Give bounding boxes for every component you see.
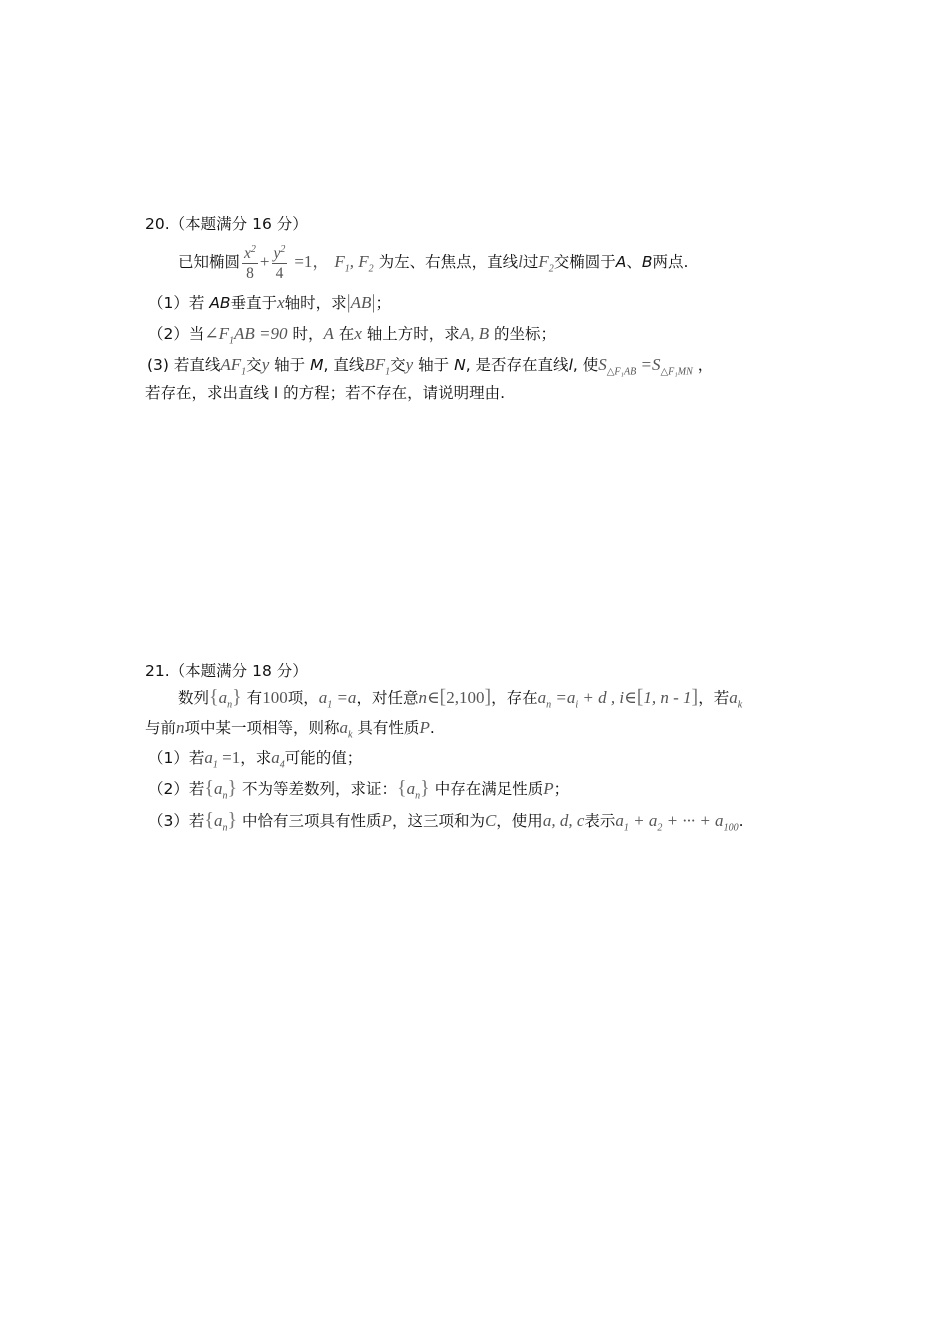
q21-header: 21.（本题满分 18 分） (145, 662, 308, 680)
point-a: A (615, 253, 627, 271)
focus-f2: $F_2$ (538, 252, 554, 275)
text: 已知椭圆 (178, 253, 241, 271)
q20-part3-continued: 若存在，求出直线 l 的方程；若不存在，请说明理由. (145, 384, 506, 402)
text: 两点. (652, 253, 689, 271)
foci: $F_1$, $F_2$ (334, 252, 374, 275)
fraction-x2-over-8: $\frac{x^2}{8}$ (242, 241, 258, 284)
text: 、 (626, 253, 642, 271)
line-l: l (518, 252, 523, 271)
q21-intro: 数列$\{a_n\}$ 有100项，$a_1 =a$，对任意n∈[2,100]，存在$a_n =a_i + d$ , i∈[1, n - 1]，若$a_k$ (178, 686, 743, 711)
q21-part2: （2）若$\{a_n\}$ 不为等差数列，求证：$\{a_n\}$ 中存在满足性质P； (148, 777, 570, 802)
point-b: B (641, 253, 653, 271)
q20-intro: 已知椭圆 $\frac{x^2}{8}$ + $\frac{y^2}{4}$ =1， $F_1$, $F_2$ 为左、右焦点，直线l过$F_2$交椭圆于A、B两点. (178, 240, 688, 291)
fraction-y2-over-4: $\frac{y^2}{4}$ (272, 241, 288, 284)
text: 过 (522, 253, 539, 271)
text: 交椭圆于 (553, 253, 616, 271)
q21-intro-continued: 与前n项中某一项相等，则称$a_k$ 具有性质P. (145, 718, 435, 741)
equation-eq1: =1， (294, 252, 330, 271)
text: 为左、右焦点，直线 (378, 253, 519, 271)
q20-part1: （1）若 AB垂直于x轴时，求|AB|； (148, 291, 391, 313)
q20-header: 20.（本题满分 16 分） (145, 215, 308, 233)
q21-part3: （3）若$\{a_n\}$ 中恰有三项具有性质P，这三项和为C，使用a, d, c表示$a_1 + a_2$ + ··· + $a_{100}$. (148, 809, 744, 834)
q20-part2: （2）当$\angle F_1AB =90$ 时，A 在x 轴上方时，求A, B 的坐标； (148, 324, 557, 347)
q21-part1: （1）若$a_1 =1$，求$a_4$可能的值； (148, 748, 363, 771)
q20-part3: (3) 若直线$AF_1$交y 轴于 M, 直线$BF_1$交y 轴于 N, 是否存在直线l, 使$S_{\triangle F_1AB} =S_{\triangle F_1MN}$ ， (147, 355, 714, 378)
